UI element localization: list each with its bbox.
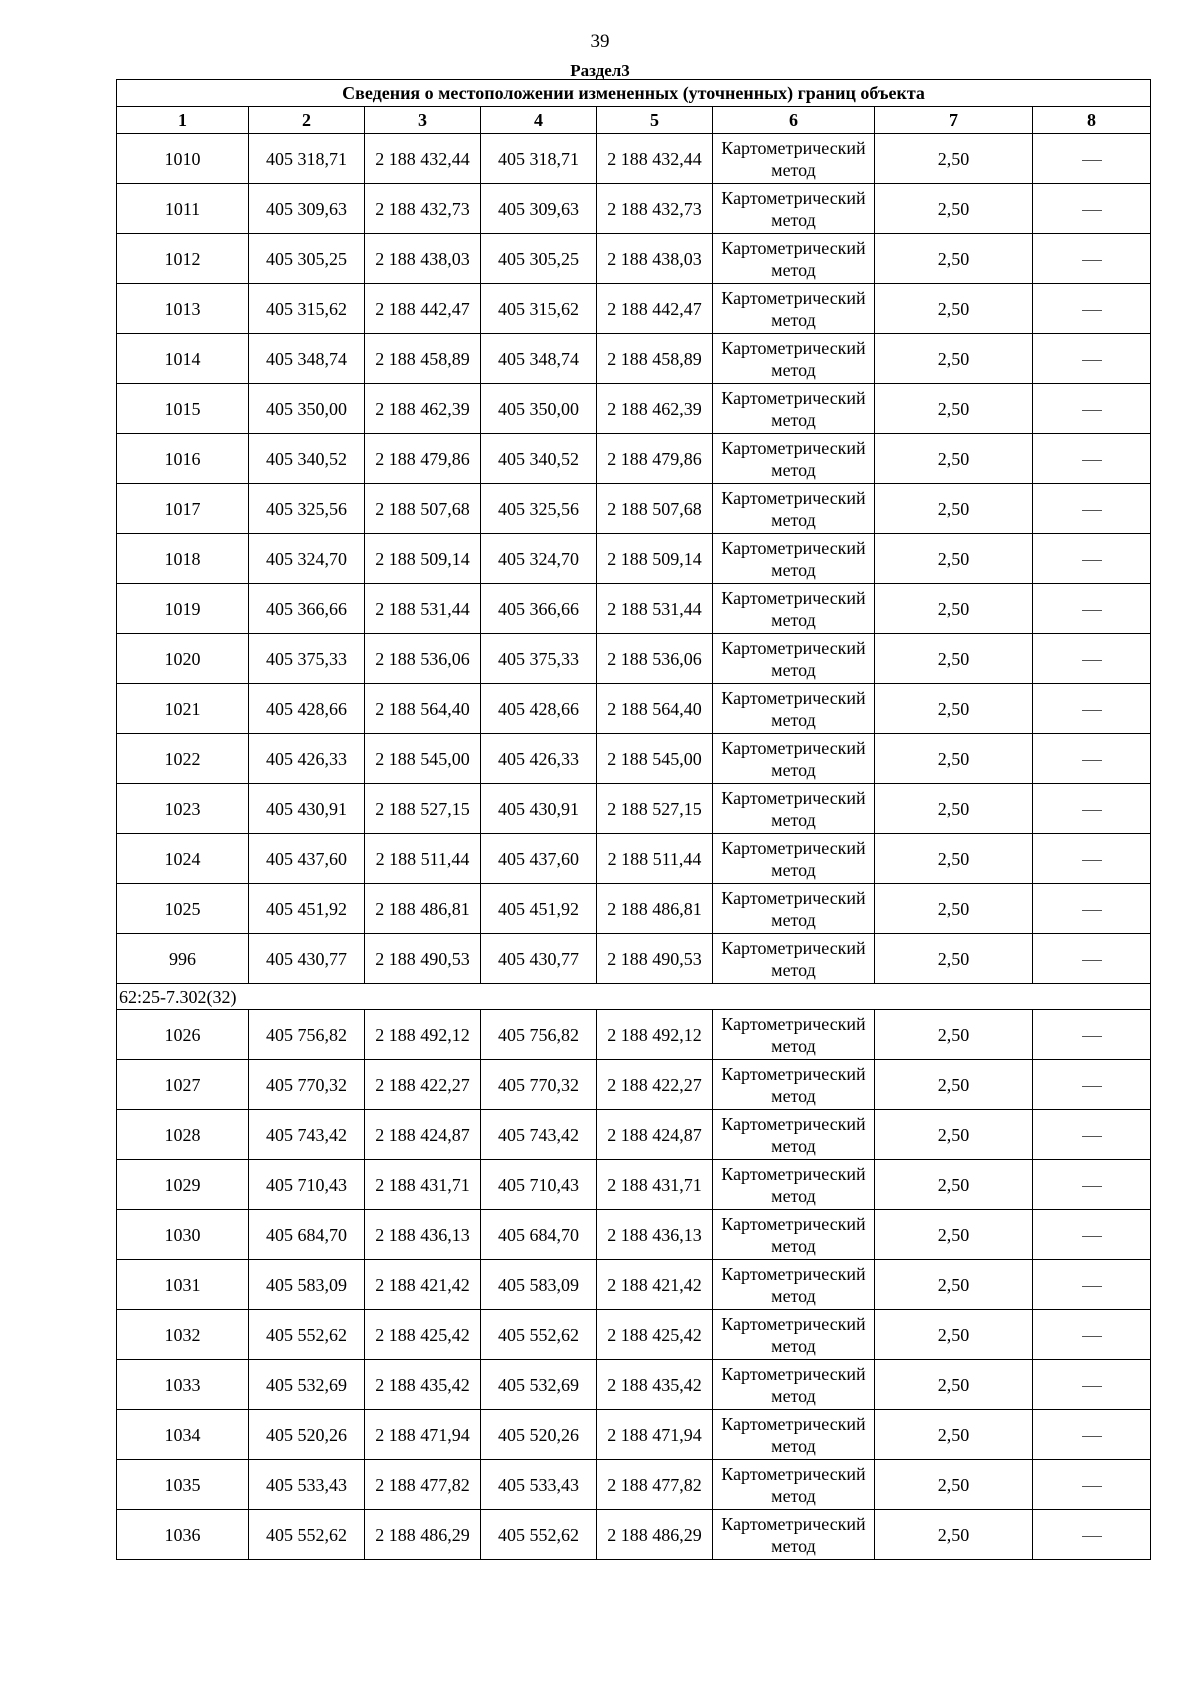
y-refined-cell: 2 188 527,15: [597, 784, 713, 834]
point-number-cell: 1015: [117, 384, 249, 434]
accuracy-cell: 2,50: [875, 1060, 1033, 1110]
column-number: 3: [365, 107, 481, 134]
description-cell: [1033, 934, 1151, 984]
point-number-cell: 1035: [117, 1460, 249, 1510]
x-existing-cell: 405 428,66: [249, 684, 365, 734]
y-refined-cell: 2 188 432,73: [597, 184, 713, 234]
accuracy-cell: 2,50: [875, 434, 1033, 484]
x-existing-cell: 405 552,62: [249, 1510, 365, 1560]
dash-mark: [1082, 1536, 1102, 1537]
point-number-cell: 1010: [117, 134, 249, 184]
y-refined-cell: 2 188 442,47: [597, 284, 713, 334]
description-cell: [1033, 234, 1151, 284]
x-existing-cell: 405 366,66: [249, 584, 365, 634]
description-cell: [1033, 734, 1151, 784]
dash-mark: [1082, 260, 1102, 261]
x-refined-cell: 405 428,66: [481, 684, 597, 734]
method-cell: Картометрический метод: [713, 284, 875, 334]
x-existing-cell: 405 710,43: [249, 1160, 365, 1210]
point-number-cell: 1022: [117, 734, 249, 784]
dash-mark: [1082, 510, 1102, 511]
method-cell: Картометрический метод: [713, 1010, 875, 1060]
x-existing-cell: 405 350,00: [249, 384, 365, 434]
accuracy-cell: 2,50: [875, 334, 1033, 384]
accuracy-cell: 2,50: [875, 184, 1033, 234]
dash-mark: [1082, 1086, 1102, 1087]
table-row: [117, 234, 1151, 284]
table-caption: Сведения о местоположении измененных (уточненных) границ объекта: [117, 80, 1151, 107]
point-number-cell: 1032: [117, 1310, 249, 1360]
point-number-cell: 1018: [117, 534, 249, 584]
x-refined-cell: 405 437,60: [481, 834, 597, 884]
accuracy-cell: 2,50: [875, 234, 1033, 284]
table-row: [117, 1110, 1151, 1160]
column-number: 8: [1033, 107, 1151, 134]
description-cell: [1033, 534, 1151, 584]
method-cell: Картометрический метод: [713, 1110, 875, 1160]
point-number-cell: 1020: [117, 634, 249, 684]
method-cell: Картометрический метод: [713, 1460, 875, 1510]
y-existing-cell: 2 188 486,81: [365, 884, 481, 934]
y-existing-cell: 2 188 511,44: [365, 834, 481, 884]
method-cell: Картометрический метод: [713, 634, 875, 684]
x-refined-cell: 405 430,91: [481, 784, 597, 834]
accuracy-cell: 2,50: [875, 284, 1033, 334]
method-cell: Картометрический метод: [713, 1410, 875, 1460]
column-number: 2: [249, 107, 365, 134]
x-refined-cell: 405 324,70: [481, 534, 597, 584]
description-cell: [1033, 484, 1151, 534]
y-refined-cell: 2 188 490,53: [597, 934, 713, 984]
x-refined-cell: 405 375,33: [481, 634, 597, 684]
description-cell: [1033, 584, 1151, 634]
x-refined-cell: 405 318,71: [481, 134, 597, 184]
method-cell: Картометрический метод: [713, 934, 875, 984]
table-row: [117, 434, 1151, 484]
description-cell: [1033, 134, 1151, 184]
accuracy-cell: 2,50: [875, 884, 1033, 934]
method-cell: Картометрический метод: [713, 1260, 875, 1310]
accuracy-cell: 2,50: [875, 1010, 1033, 1060]
point-number-cell: 1033: [117, 1360, 249, 1410]
x-existing-cell: 405 552,62: [249, 1310, 365, 1360]
point-number-cell: 1027: [117, 1060, 249, 1110]
method-cell: Картометрический метод: [713, 884, 875, 934]
y-existing-cell: 2 188 531,44: [365, 584, 481, 634]
accuracy-cell: 2,50: [875, 1210, 1033, 1260]
x-existing-cell: 405 318,71: [249, 134, 365, 184]
dash-mark: [1082, 1336, 1102, 1337]
table-row: [117, 1210, 1151, 1260]
x-existing-cell: 405 340,52: [249, 434, 365, 484]
y-existing-cell: 2 188 424,87: [365, 1110, 481, 1160]
table-row: [117, 1260, 1151, 1310]
y-existing-cell: 2 188 436,13: [365, 1210, 481, 1260]
table-row: [117, 784, 1151, 834]
method-cell: Картометрический метод: [713, 834, 875, 884]
accuracy-cell: 2,50: [875, 1260, 1033, 1310]
column-number: 1: [117, 107, 249, 134]
y-existing-cell: 2 188 425,42: [365, 1310, 481, 1360]
dash-mark: [1082, 660, 1102, 661]
y-refined-cell: 2 188 507,68: [597, 484, 713, 534]
x-refined-cell: 405 325,56: [481, 484, 597, 534]
description-cell: [1033, 1110, 1151, 1160]
y-refined-cell: 2 188 471,94: [597, 1410, 713, 1460]
y-refined-cell: 2 188 492,12: [597, 1010, 713, 1060]
method-cell: Картометрический метод: [713, 584, 875, 634]
x-refined-cell: 405 305,25: [481, 234, 597, 284]
table-row: [117, 1010, 1151, 1060]
x-existing-cell: 405 770,32: [249, 1060, 365, 1110]
y-existing-cell: 2 188 492,12: [365, 1010, 481, 1060]
method-cell: Картометрический метод: [713, 684, 875, 734]
method-cell: Картометрический метод: [713, 1160, 875, 1210]
method-cell: Картометрический метод: [713, 534, 875, 584]
y-existing-cell: 2 188 435,42: [365, 1360, 481, 1410]
page-number: 39: [590, 31, 610, 52]
dash-mark: [1082, 560, 1102, 561]
point-number-cell: 1021: [117, 684, 249, 734]
point-number-cell: 1024: [117, 834, 249, 884]
dash-mark: [1082, 1236, 1102, 1237]
y-existing-cell: 2 188 471,94: [365, 1410, 481, 1460]
table-body: [117, 134, 1151, 1560]
x-existing-cell: 405 520,26: [249, 1410, 365, 1460]
x-existing-cell: 405 756,82: [249, 1010, 365, 1060]
point-number-cell: 1012: [117, 234, 249, 284]
y-existing-cell: 2 188 421,42: [365, 1260, 481, 1310]
y-existing-cell: 2 188 527,15: [365, 784, 481, 834]
x-refined-cell: 405 426,33: [481, 734, 597, 784]
y-existing-cell: 2 188 438,03: [365, 234, 481, 284]
table-row: [117, 934, 1151, 984]
description-cell: [1033, 1360, 1151, 1410]
point-number-cell: 1019: [117, 584, 249, 634]
x-refined-cell: 405 315,62: [481, 284, 597, 334]
y-refined-cell: 2 188 438,03: [597, 234, 713, 284]
x-existing-cell: 405 325,56: [249, 484, 365, 534]
x-existing-cell: 405 743,42: [249, 1110, 365, 1160]
dash-mark: [1082, 210, 1102, 211]
x-existing-cell: 405 426,33: [249, 734, 365, 784]
table-row: [117, 1060, 1151, 1110]
x-existing-cell: 405 684,70: [249, 1210, 365, 1260]
dash-mark: [1082, 910, 1102, 911]
method-cell: Картометрический метод: [713, 784, 875, 834]
accuracy-cell: 2,50: [875, 634, 1033, 684]
accuracy-cell: 2,50: [875, 384, 1033, 434]
table-row: [117, 734, 1151, 784]
point-number-cell: 1025: [117, 884, 249, 934]
x-refined-cell: 405 350,00: [481, 384, 597, 434]
table-row: [117, 1460, 1151, 1510]
point-number-cell: 1014: [117, 334, 249, 384]
dash-mark: [1082, 810, 1102, 811]
table-row: [117, 834, 1151, 884]
description-cell: [1033, 884, 1151, 934]
point-number-cell: 1016: [117, 434, 249, 484]
dash-mark: [1082, 1436, 1102, 1437]
dash-mark: [1082, 760, 1102, 761]
description-cell: [1033, 1510, 1151, 1560]
dash-mark: [1082, 1136, 1102, 1137]
x-refined-cell: 405 770,32: [481, 1060, 597, 1110]
x-existing-cell: 405 315,62: [249, 284, 365, 334]
x-refined-cell: 405 532,69: [481, 1360, 597, 1410]
table-row: [117, 634, 1151, 684]
x-existing-cell: 405 305,25: [249, 234, 365, 284]
y-refined-cell: 2 188 462,39: [597, 384, 713, 434]
x-existing-cell: 405 430,91: [249, 784, 365, 834]
y-existing-cell: 2 188 545,00: [365, 734, 481, 784]
dash-mark: [1082, 460, 1102, 461]
y-existing-cell: 2 188 477,82: [365, 1460, 481, 1510]
description-cell: [1033, 684, 1151, 734]
accuracy-cell: 2,50: [875, 1410, 1033, 1460]
x-existing-cell: 405 309,63: [249, 184, 365, 234]
description-cell: [1033, 834, 1151, 884]
description-cell: [1033, 784, 1151, 834]
point-number-cell: 1030: [117, 1210, 249, 1260]
method-cell: Картометрический метод: [713, 484, 875, 534]
y-refined-cell: 2 188 531,44: [597, 584, 713, 634]
description-cell: [1033, 1010, 1151, 1060]
x-refined-cell: 405 583,09: [481, 1260, 597, 1310]
column-number: 5: [597, 107, 713, 134]
x-refined-cell: 405 710,43: [481, 1160, 597, 1210]
method-cell: Картометрический метод: [713, 1510, 875, 1560]
dash-mark: [1082, 710, 1102, 711]
method-cell: Картометрический метод: [713, 184, 875, 234]
accuracy-cell: 2,50: [875, 534, 1033, 584]
table-row: [117, 484, 1151, 534]
method-cell: Картометрический метод: [713, 234, 875, 284]
x-existing-cell: 405 532,69: [249, 1360, 365, 1410]
accuracy-cell: 2,50: [875, 584, 1033, 634]
dash-mark: [1082, 360, 1102, 361]
y-existing-cell: 2 188 564,40: [365, 684, 481, 734]
y-existing-cell: 2 188 536,06: [365, 634, 481, 684]
point-number-cell: 1026: [117, 1010, 249, 1060]
point-number-cell: 1017: [117, 484, 249, 534]
y-refined-cell: 2 188 511,44: [597, 834, 713, 884]
y-refined-cell: 2 188 425,42: [597, 1310, 713, 1360]
x-existing-cell: 405 533,43: [249, 1460, 365, 1510]
x-existing-cell: 405 451,92: [249, 884, 365, 934]
x-existing-cell: 405 375,33: [249, 634, 365, 684]
y-existing-cell: 2 188 507,68: [365, 484, 481, 534]
y-refined-cell: 2 188 422,27: [597, 1060, 713, 1110]
x-refined-cell: 405 340,52: [481, 434, 597, 484]
description-cell: [1033, 1410, 1151, 1460]
y-refined-cell: 2 188 479,86: [597, 434, 713, 484]
table-row: [117, 384, 1151, 434]
x-refined-cell: 405 552,62: [481, 1310, 597, 1360]
y-refined-cell: 2 188 435,42: [597, 1360, 713, 1410]
accuracy-cell: 2,50: [875, 1160, 1033, 1210]
x-refined-cell: 405 756,82: [481, 1010, 597, 1060]
y-existing-cell: 2 188 509,14: [365, 534, 481, 584]
x-existing-cell: 405 583,09: [249, 1260, 365, 1310]
dash-mark: [1082, 310, 1102, 311]
method-cell: Картометрический метод: [713, 1360, 875, 1410]
point-number-cell: 1036: [117, 1510, 249, 1560]
description-cell: [1033, 284, 1151, 334]
dash-mark: [1082, 1386, 1102, 1387]
x-refined-cell: 405 366,66: [481, 584, 597, 634]
table-row: [117, 334, 1151, 384]
method-cell: Картометрический метод: [713, 1310, 875, 1360]
table-row: [117, 584, 1151, 634]
y-existing-cell: 2 188 422,27: [365, 1060, 481, 1110]
method-cell: Картометрический метод: [713, 384, 875, 434]
table-row: [117, 534, 1151, 584]
dash-mark: [1082, 1186, 1102, 1187]
table-row: [117, 1510, 1151, 1560]
y-refined-cell: 2 188 564,40: [597, 684, 713, 734]
y-existing-cell: 2 188 432,44: [365, 134, 481, 184]
method-cell: Картометрический метод: [713, 1060, 875, 1110]
x-refined-cell: 405 309,63: [481, 184, 597, 234]
accuracy-cell: 2,50: [875, 484, 1033, 534]
y-refined-cell: 2 188 536,06: [597, 634, 713, 684]
description-cell: [1033, 1310, 1151, 1360]
table-row: [117, 1310, 1151, 1360]
accuracy-cell: 2,50: [875, 134, 1033, 184]
dash-mark: [1082, 960, 1102, 961]
y-refined-cell: 2 188 436,13: [597, 1210, 713, 1260]
point-number-cell: 996: [117, 934, 249, 984]
y-existing-cell: 2 188 486,29: [365, 1510, 481, 1560]
accuracy-cell: 2,50: [875, 934, 1033, 984]
method-cell: Картометрический метод: [713, 734, 875, 784]
x-refined-cell: 405 430,77: [481, 934, 597, 984]
x-refined-cell: 405 552,62: [481, 1510, 597, 1560]
description-cell: [1033, 1210, 1151, 1260]
table-row: [117, 884, 1151, 934]
y-refined-cell: 2 188 424,87: [597, 1110, 713, 1160]
point-number-cell: 1013: [117, 284, 249, 334]
column-number: 7: [875, 107, 1033, 134]
dash-mark: [1082, 860, 1102, 861]
accuracy-cell: 2,50: [875, 1360, 1033, 1410]
group-row: [117, 984, 1151, 1010]
method-cell: Картометрический метод: [713, 434, 875, 484]
accuracy-cell: 2,50: [875, 1460, 1033, 1510]
dash-mark: [1082, 1286, 1102, 1287]
point-number-cell: 1031: [117, 1260, 249, 1310]
y-existing-cell: 2 188 432,73: [365, 184, 481, 234]
y-refined-cell: 2 188 432,44: [597, 134, 713, 184]
table-row: [117, 134, 1151, 184]
y-refined-cell: 2 188 477,82: [597, 1460, 713, 1510]
table-row: [117, 684, 1151, 734]
accuracy-cell: 2,50: [875, 784, 1033, 834]
point-number-cell: 1011: [117, 184, 249, 234]
y-refined-cell: 2 188 421,42: [597, 1260, 713, 1310]
y-refined-cell: 2 188 431,71: [597, 1160, 713, 1210]
accuracy-cell: 2,50: [875, 834, 1033, 884]
y-refined-cell: 2 188 458,89: [597, 334, 713, 384]
description-cell: [1033, 184, 1151, 234]
description-cell: [1033, 384, 1151, 434]
accuracy-cell: 2,50: [875, 1110, 1033, 1160]
x-refined-cell: 405 743,42: [481, 1110, 597, 1160]
coordinates-table: [116, 79, 1151, 1560]
y-existing-cell: 2 188 479,86: [365, 434, 481, 484]
point-number-cell: 1028: [117, 1110, 249, 1160]
method-cell: Картометрический метод: [713, 1210, 875, 1260]
y-refined-cell: 2 188 545,00: [597, 734, 713, 784]
x-refined-cell: 405 533,43: [481, 1460, 597, 1510]
x-refined-cell: 405 684,70: [481, 1210, 597, 1260]
dash-mark: [1082, 410, 1102, 411]
description-cell: [1033, 334, 1151, 384]
accuracy-cell: 2,50: [875, 1310, 1033, 1360]
accuracy-cell: 2,50: [875, 1510, 1033, 1560]
column-number: 4: [481, 107, 597, 134]
y-existing-cell: 2 188 462,39: [365, 384, 481, 434]
dash-mark: [1082, 1036, 1102, 1037]
x-refined-cell: 405 451,92: [481, 884, 597, 934]
x-existing-cell: 405 348,74: [249, 334, 365, 384]
description-cell: [1033, 1260, 1151, 1310]
y-existing-cell: 2 188 458,89: [365, 334, 481, 384]
dash-mark: [1082, 610, 1102, 611]
y-refined-cell: 2 188 486,81: [597, 884, 713, 934]
description-cell: [1033, 1160, 1151, 1210]
description-cell: [1033, 634, 1151, 684]
description-cell: [1033, 1060, 1151, 1110]
y-existing-cell: 2 188 442,47: [365, 284, 481, 334]
x-existing-cell: 405 430,77: [249, 934, 365, 984]
dash-mark: [1082, 160, 1102, 161]
table-row: [117, 284, 1151, 334]
table-row: [117, 1360, 1151, 1410]
point-number-cell: 1023: [117, 784, 249, 834]
x-existing-cell: 405 437,60: [249, 834, 365, 884]
table-row: [117, 1160, 1151, 1210]
method-cell: Картометрический метод: [713, 134, 875, 184]
accuracy-cell: 2,50: [875, 734, 1033, 784]
point-number-cell: 1034: [117, 1410, 249, 1460]
x-existing-cell: 405 324,70: [249, 534, 365, 584]
y-existing-cell: 2 188 490,53: [365, 934, 481, 984]
x-refined-cell: 405 348,74: [481, 334, 597, 384]
dash-mark: [1082, 1486, 1102, 1487]
y-refined-cell: 2 188 486,29: [597, 1510, 713, 1560]
y-refined-cell: 2 188 509,14: [597, 534, 713, 584]
table-row: [117, 1410, 1151, 1460]
y-existing-cell: 2 188 431,71: [365, 1160, 481, 1210]
method-cell: Картометрический метод: [713, 334, 875, 384]
group-label: 62:25-7.302(32): [117, 984, 1151, 1010]
description-cell: [1033, 1460, 1151, 1510]
point-number-cell: 1029: [117, 1160, 249, 1210]
table-row: [117, 184, 1151, 234]
x-refined-cell: 405 520,26: [481, 1410, 597, 1460]
description-cell: [1033, 434, 1151, 484]
column-number: 6: [713, 107, 875, 134]
section-label: Раздел3: [570, 61, 630, 80]
accuracy-cell: 2,50: [875, 684, 1033, 734]
